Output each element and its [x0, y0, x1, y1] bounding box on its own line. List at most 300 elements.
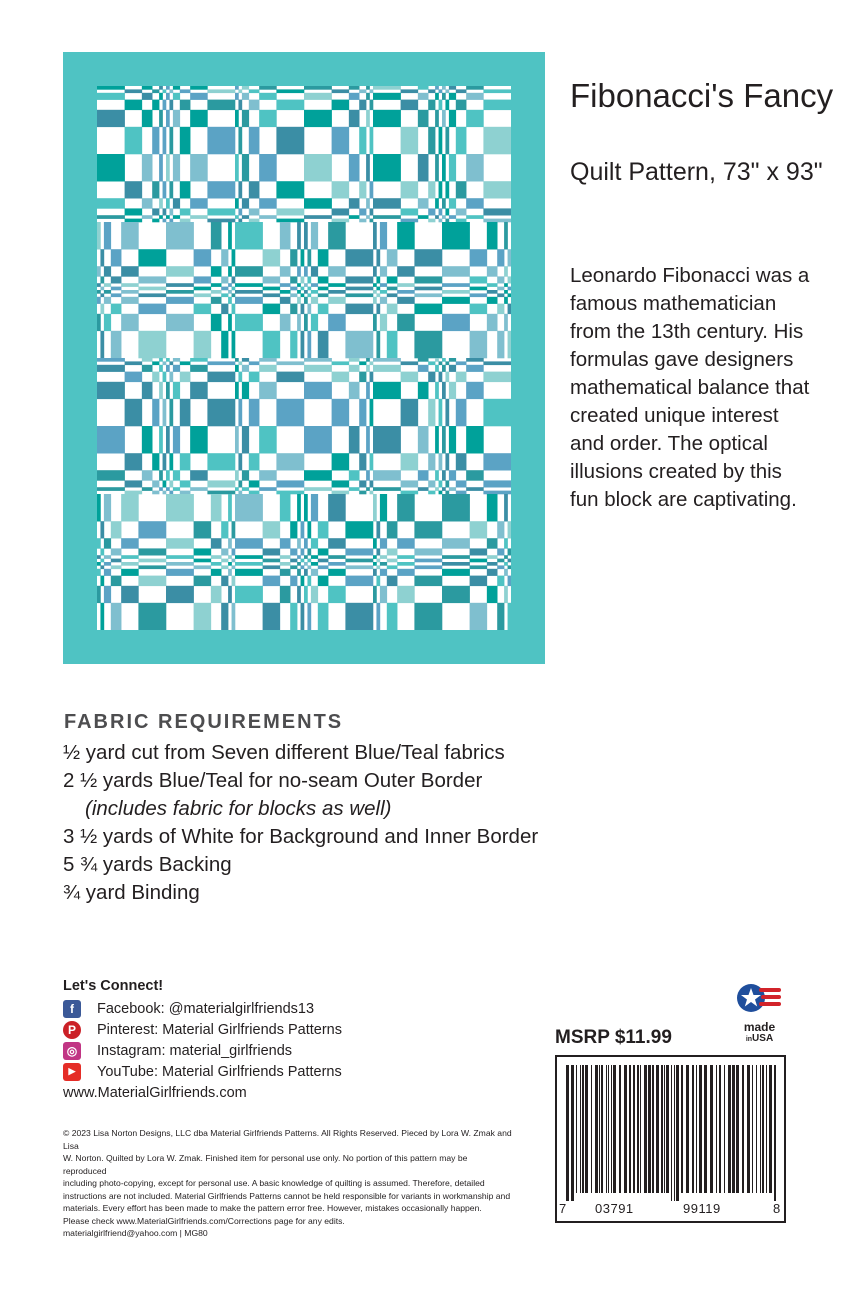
quilt-patch [311, 222, 318, 250]
quilt-patch [111, 576, 122, 587]
quilt-patch [221, 559, 228, 563]
quilt-patch [483, 100, 511, 111]
quilt-patch [487, 314, 498, 331]
quilt-patch [166, 314, 194, 331]
quilt-patch [125, 453, 143, 470]
quilt-patch [301, 603, 305, 630]
barcode-bar [756, 1065, 757, 1193]
quilt-patch [290, 287, 297, 291]
quilt-patch [449, 215, 456, 219]
barcode-bar [656, 1065, 659, 1193]
quilt-patch [297, 494, 301, 522]
quilt-patch [470, 304, 488, 315]
quilt-patch [166, 266, 194, 277]
quilt-patch [259, 487, 277, 491]
quilt-patch [466, 358, 484, 362]
quilt-patch [508, 576, 511, 587]
quilt-patch [111, 331, 122, 359]
quilt-patch [207, 208, 235, 215]
quilt-patch [263, 576, 281, 587]
quilt-patch [121, 290, 139, 294]
quilt-patch [190, 382, 208, 399]
quilt-patch [159, 382, 163, 399]
quilt-patch [487, 586, 498, 603]
quilt-patch [504, 494, 508, 522]
quilt-patch [232, 276, 236, 283]
quilt-patch [449, 382, 456, 399]
quilt-patch [456, 100, 467, 111]
quilt-patch [387, 249, 398, 266]
quilt-patch [207, 361, 235, 365]
quilt-patch [304, 86, 332, 90]
quilt-patch [428, 372, 435, 383]
quilt-patch [418, 358, 429, 362]
quilt-patch [304, 290, 308, 294]
quilt-patch [304, 198, 332, 209]
quilt-patch [125, 100, 143, 111]
quilt-patch [301, 249, 305, 266]
quilt-patch [235, 314, 263, 331]
quilt-patch [418, 86, 429, 90]
quilt-patch [238, 219, 242, 223]
barcode-bar [774, 1065, 776, 1201]
fabric-requirements-list [63, 739, 538, 907]
quilt-patch [470, 249, 488, 266]
quilt-patch [152, 100, 159, 111]
quilt-patch [345, 521, 373, 538]
barcode-bar [674, 1065, 675, 1201]
quilt-patch [470, 576, 488, 587]
quilt-patch [487, 266, 498, 277]
quilt-patch [228, 494, 232, 522]
quilt-patch [166, 215, 170, 219]
quilt-patch [125, 219, 143, 223]
quilt-patch [304, 365, 332, 372]
quilt-patch [207, 89, 235, 93]
quilt-patch [97, 586, 101, 603]
quilt-patch [228, 283, 232, 287]
quilt-patch [169, 181, 173, 198]
quilt-patch [280, 266, 291, 277]
made-in-usa-badge [732, 980, 787, 1045]
quilt-patch [242, 470, 249, 481]
quilt-patch [304, 426, 332, 454]
connect-heading: Let's Connect! [63, 978, 164, 994]
quilt-patch [159, 487, 163, 491]
quilt-patch [297, 538, 301, 549]
quilt-patch [449, 154, 456, 182]
barcode-bar [580, 1065, 581, 1193]
quilt-patch [166, 494, 194, 522]
quilt-patch [180, 399, 191, 427]
quilt-patch [318, 304, 329, 315]
quilt-patch [280, 562, 291, 566]
quilt-patch [242, 198, 249, 209]
quilt-patch [401, 480, 419, 487]
quilt-patch [483, 491, 511, 495]
social-link-instagram[interactable] [63, 1040, 342, 1061]
quilt-patch [466, 93, 484, 100]
quilt-patch [487, 222, 498, 250]
quilt-blocks [97, 86, 511, 630]
quilt-patch [483, 480, 511, 487]
quilt-patch [445, 100, 449, 111]
quilt-patch [504, 222, 508, 250]
quilt-patch [121, 586, 139, 603]
quilt-patch [439, 89, 443, 93]
quilt-patch [380, 538, 387, 549]
quilt-patch [125, 480, 143, 487]
quilt-patch [138, 559, 166, 563]
copyright-line: © 2023 Lisa Norton Designs, LLC dba Material Girlfriends Patterns. All Rights Reserved. Pieced by Lora W. Zmak and Lisa [63, 1128, 512, 1151]
quilt-patch [504, 266, 508, 277]
quilt-patch [280, 569, 291, 576]
quilt-patch [370, 491, 374, 495]
quilt-patch [332, 100, 350, 111]
social-link-label: Pinterest: Material Girlfriends Patterns [97, 1021, 342, 1038]
quilt-patch [104, 586, 111, 603]
social-link-facebook[interactable] [63, 998, 342, 1019]
quilt-patch [159, 198, 163, 209]
quilt-patch [311, 569, 318, 576]
quilt-patch [304, 470, 332, 481]
quilt-patch [397, 586, 415, 603]
quilt-patch [318, 521, 329, 538]
quilt-patch [97, 297, 101, 304]
quilt-patch [263, 287, 281, 291]
quilt-patch [304, 586, 308, 603]
quilt-patch [166, 358, 170, 362]
quilt-patch [152, 453, 159, 470]
quilt-patch [97, 198, 125, 209]
quilt-patch [504, 314, 508, 331]
quilt-patch [142, 93, 153, 100]
quilt-patch [387, 287, 398, 291]
quilt-patch [207, 181, 235, 198]
quilt-patch [359, 100, 366, 111]
quilt-patch [370, 100, 374, 111]
quilt-patch [104, 290, 111, 294]
barcode-bars [566, 1065, 779, 1201]
quilt-patch [456, 491, 467, 495]
quilt-patch [414, 304, 442, 315]
quilt-patch [276, 100, 304, 111]
quilt-patch [152, 127, 159, 155]
quilt-patch [373, 358, 401, 362]
quilt-patch [449, 470, 456, 481]
quilt-patch [456, 89, 467, 93]
social-link-label: Facebook: @materialgirlfriends13 [97, 1000, 315, 1017]
quilt-patch [228, 555, 232, 559]
quilt-patch [228, 586, 232, 603]
quilt-patch [349, 382, 360, 399]
quilt-patch [142, 154, 153, 182]
quilt-patch [238, 181, 242, 198]
quilt-patch [414, 548, 442, 555]
quilt-patch [194, 603, 212, 630]
quilt-patch [190, 215, 208, 219]
made-label: made [743, 1020, 776, 1034]
quilt-patch [166, 538, 194, 549]
quilt-patch [169, 219, 173, 223]
quilt-patch [180, 208, 191, 215]
quilt-patch [401, 89, 419, 93]
quilt-patch [280, 586, 291, 603]
quilt-patch [442, 569, 470, 576]
quilt-patch [307, 521, 311, 538]
quilt-patch [304, 487, 332, 491]
barcode-bar [769, 1065, 772, 1193]
quilt-patch [373, 198, 401, 209]
quilt-patch [483, 89, 511, 93]
quilt-patch [345, 603, 373, 630]
quilt-patch [232, 565, 236, 569]
barcode-bar [760, 1065, 761, 1193]
quilt-patch [376, 293, 380, 297]
quilt-patch [242, 154, 249, 182]
quilt-patch [180, 127, 191, 155]
quilt-patch [263, 548, 281, 555]
quilt-patch [111, 548, 122, 555]
quilt-patch [297, 266, 301, 277]
quilt-patch [304, 494, 308, 522]
quilt-patch [235, 215, 239, 219]
quilt-patch [290, 565, 297, 569]
quilt-patch [173, 198, 180, 209]
quilt-patch [163, 127, 167, 155]
quilt-patch [442, 154, 446, 182]
quilt-patch [504, 586, 508, 603]
quilt-patch [111, 603, 122, 630]
quilt-patch [263, 603, 281, 630]
barcode-bar [619, 1065, 621, 1193]
quilt-patch [290, 249, 297, 266]
quilt-patch [373, 470, 401, 481]
quilt-patch [125, 372, 143, 383]
quilt-patch [166, 222, 194, 250]
quilt-patch [504, 283, 508, 287]
quilt-patch [100, 548, 104, 555]
quilt-patch [235, 555, 263, 559]
social-link-youtube[interactable] [63, 1061, 342, 1082]
quilt-patch [121, 562, 139, 566]
quilt-patch [221, 287, 228, 291]
in-usa-label: inUSA [745, 1033, 774, 1044]
quilt-patch [345, 249, 373, 266]
quilt-patch [435, 426, 439, 454]
quilt-patch [249, 208, 260, 215]
quilt-patch [311, 586, 318, 603]
quilt-patch [387, 559, 398, 563]
quilt-patch [318, 548, 329, 555]
barcode-bar [613, 1065, 616, 1193]
quilt-patch [401, 181, 419, 198]
quilt-patch [349, 426, 360, 454]
social-link-label: Instagram: material_girlfriends [97, 1042, 293, 1059]
quilt-patch [173, 86, 180, 90]
quilt-patch [376, 559, 380, 563]
instagram-icon: ◎ [63, 1042, 81, 1060]
quilt-patch [445, 361, 449, 365]
quilt-patch [142, 215, 153, 219]
quilt-patch [435, 487, 439, 491]
social-link-label: YouTube: Material Girlfriends Patterns [97, 1063, 342, 1080]
quilt-patch [442, 382, 446, 399]
barcode-bar [686, 1065, 689, 1193]
quilt-patch [228, 266, 232, 277]
quilt-patch [228, 569, 232, 576]
quilt-patch [142, 487, 153, 491]
quilt-patch [304, 297, 308, 304]
quilt-patch [166, 297, 194, 304]
barcode-bar [732, 1065, 735, 1193]
quilt-patch [259, 358, 277, 362]
quilt-patch [232, 521, 236, 538]
quilt-patch [280, 290, 291, 294]
quilt-patch [152, 372, 159, 383]
quilt-patch [349, 86, 360, 90]
quilt-patch [349, 154, 360, 182]
quilt-patch [497, 304, 504, 315]
quilt-patch [104, 569, 111, 576]
social-link-pinterest[interactable] [63, 1019, 342, 1040]
quilt-patch [401, 372, 419, 383]
quilt-patch [487, 290, 498, 294]
quilt-patch [445, 89, 449, 93]
quilt-patch [373, 365, 401, 372]
quilt-image [63, 52, 545, 664]
quilt-patch [235, 494, 263, 522]
quilt-patch [345, 293, 373, 297]
quilt-patch [297, 297, 301, 304]
quilt-patch [228, 290, 232, 294]
quilt-patch [449, 426, 456, 454]
quilt-patch [332, 89, 350, 93]
quilt-patch [428, 491, 435, 495]
quilt-patch [332, 127, 350, 155]
quilt-patch [483, 453, 511, 470]
quilt-patch [418, 382, 429, 399]
quilt-patch [173, 93, 180, 100]
quilt-patch [304, 569, 308, 576]
quilt-patch [190, 426, 208, 454]
quilt-patch [373, 426, 401, 454]
fabric-item-note: (includes fabric for blocks as well) [85, 797, 392, 820]
quilt-patch [125, 89, 143, 93]
quilt-patch [373, 314, 377, 331]
quilt-patch [359, 181, 366, 198]
quilt-patch [235, 569, 263, 576]
quilt-patch [166, 290, 194, 294]
barcode-bar [599, 1065, 600, 1193]
quilt-patch [152, 181, 159, 198]
quilt-patch [280, 555, 291, 559]
quilt-patch [401, 399, 419, 427]
quilt-patch [387, 576, 398, 587]
quilt-patch [380, 290, 387, 294]
quilt-patch [238, 491, 242, 495]
quilt-patch [328, 314, 346, 331]
quilt-patch [263, 559, 281, 563]
quilt-patch [100, 293, 104, 297]
quilt-patch [435, 110, 439, 127]
quilt-patch [483, 127, 511, 155]
page-subtitle: Quilt Pattern, 73" x 93" [570, 158, 823, 186]
quilt-patch [318, 576, 329, 587]
fabric-item: ¾ yard Binding [63, 881, 200, 904]
quilt-patch [328, 290, 346, 294]
quilt-patch [238, 453, 242, 470]
quilt-patch [104, 314, 111, 331]
quilt-patch [439, 399, 443, 427]
quilt-patch [228, 222, 232, 250]
quilt-patch [152, 219, 159, 223]
quilt-patch [276, 181, 304, 198]
quilt-patch [207, 127, 235, 155]
quilt-patch [194, 293, 212, 297]
quilt-patch [100, 559, 104, 563]
quilt-patch [466, 215, 484, 219]
quilt-patch [259, 470, 277, 481]
quilt-patch [380, 569, 387, 576]
quilt-patch [259, 154, 277, 182]
quilt-patch [466, 86, 484, 90]
quilt-patch [445, 480, 449, 487]
quilt-patch [163, 208, 167, 215]
website-link[interactable]: www.MaterialGirlfriends.com [63, 1085, 247, 1101]
quilt-patch [328, 562, 346, 566]
facebook-icon: f [63, 1000, 81, 1018]
quilt-patch [207, 219, 235, 223]
quilt-patch [152, 89, 159, 93]
quilt-patch [318, 603, 329, 630]
quilt-patch [169, 208, 173, 215]
quilt-patch [449, 487, 456, 491]
quilt-patch [180, 100, 191, 111]
quilt-patch [235, 198, 239, 209]
quilt-patch [304, 358, 332, 362]
quilt-patch [328, 538, 346, 549]
quilt-patch [297, 290, 301, 294]
quilt-patch [370, 372, 374, 383]
barcode-bar [742, 1065, 744, 1193]
quilt-patch [121, 222, 139, 250]
quilt-patch [235, 93, 239, 100]
quilt-patch [221, 603, 228, 630]
quilt-patch [307, 548, 311, 555]
quilt-patch [235, 266, 263, 277]
quilt-patch [242, 86, 249, 90]
quilt-patch [263, 276, 281, 283]
quilt-patch [301, 276, 305, 283]
quilt-patch [232, 287, 236, 291]
quilt-patch [111, 287, 122, 291]
quilt-patch [332, 208, 350, 215]
quilt-patch [228, 297, 232, 304]
quilt-patch [138, 603, 166, 630]
quilt-patch [104, 283, 111, 287]
quilt-patch [100, 576, 104, 587]
made-in-usa-flag-icon [735, 980, 785, 1016]
barcode-bar [676, 1065, 679, 1201]
quilt-patch [301, 565, 305, 569]
quilt-patch [194, 565, 212, 569]
quilt-patch [449, 198, 456, 209]
quilt-patch [138, 287, 166, 291]
quilt-patch [318, 331, 329, 359]
quilt-patch [138, 565, 166, 569]
quilt-patch [373, 494, 377, 522]
